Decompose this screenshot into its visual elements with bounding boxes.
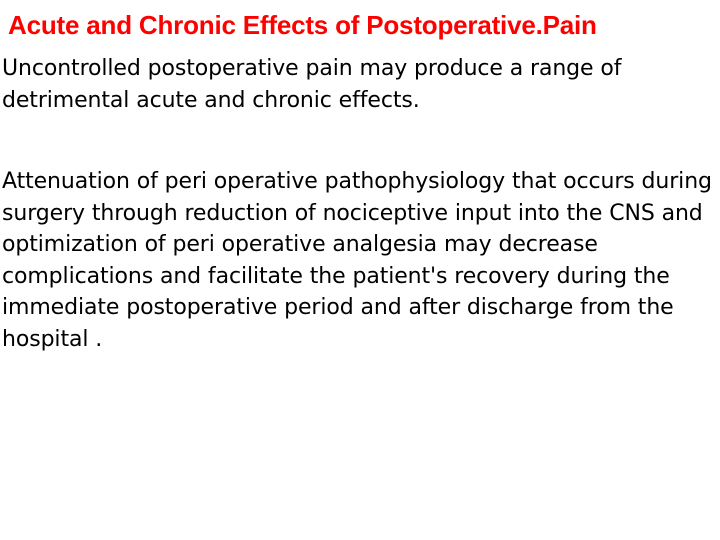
- paragraph-attenuation: Attenuation of peri operative pathophysiology that occurs during surgery through reduction of nociceptive input into the CNS and optimization of peri operative analgesia may decrease complications and facilitate the patient's recovery during the immediate postoperative period and after discharge from the hospital .: [2, 169, 712, 352]
- paragraph-uncontrolled-pain: Uncontrolled postoperative pain may produce a range of detrimental acute and chronic effects.: [2, 56, 622, 113]
- slide-title: Acute and Chronic Effects of Postoperative.Pain: [8, 10, 597, 40]
